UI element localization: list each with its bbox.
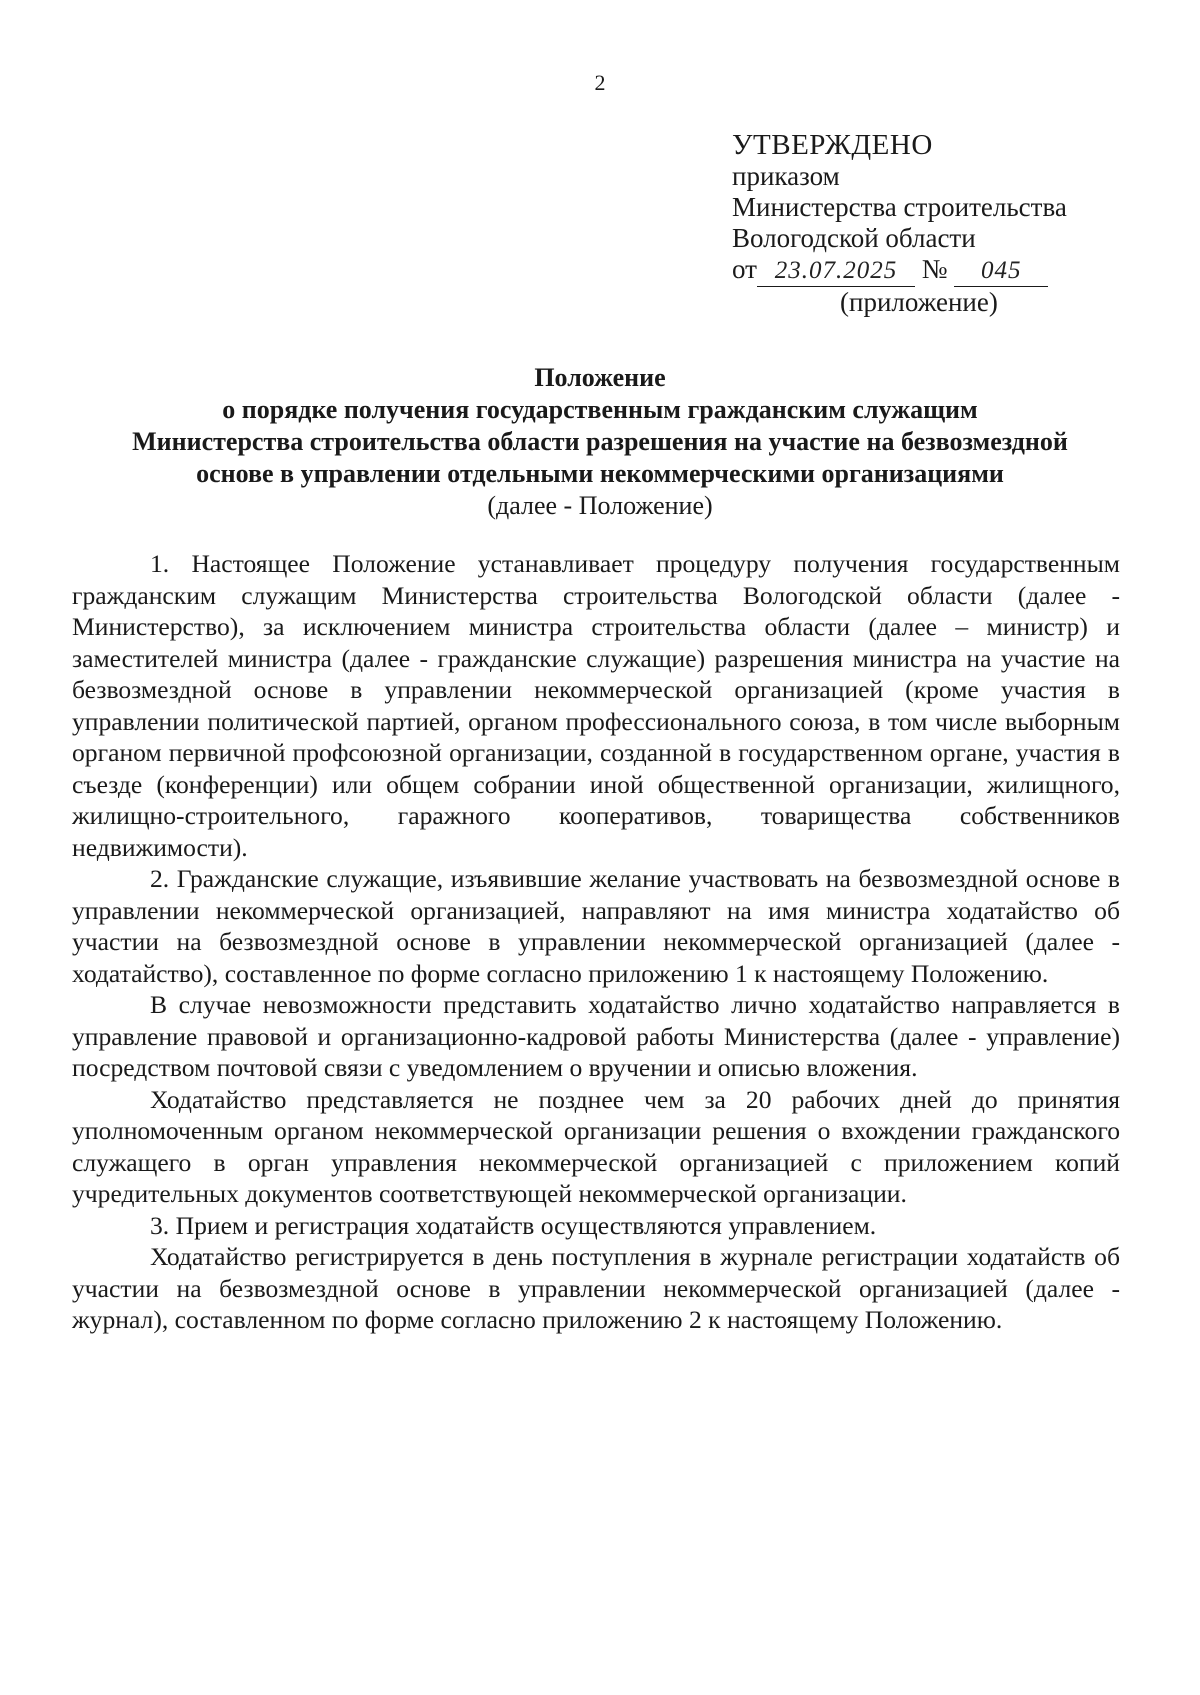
handwritten-number: 045 [954,255,1048,287]
title-subtitle: (далее - Положение) [487,491,713,520]
approval-block [732,130,1067,318]
title-line-1: Положение [534,363,666,392]
paragraph-2: 2. Гражданские служащие, изъявившие желание участвовать на безвозмездной основе в управлении некоммерческой организацией, направляют на имя министра ходатайство об участии на безвозмездной основе в управлении некоммерческой организацией (далее - ходатайство), составленное по форме согласно приложению 1 к настоящему Положению. [72,864,1120,988]
approval-heading: УТВЕРЖДЕНО [732,129,933,161]
number-label: № [921,254,948,284]
approval-date-line [732,254,1067,287]
page-number: 2 [594,70,606,95]
paragraph-6: Ходатайство регистрируется в день поступления в журнале регистрации ходатайств об участии на безвозмездной основе в управлении некоммерческой организацией (далее - журнал), составленном по форме согласно приложению 2 к настоящему Положению. [72,1242,1120,1334]
handwritten-date: 23.07.2025 [757,255,915,287]
paragraph-4: Ходатайство представляется не позднее чем за 20 рабочих дней до принятия уполномоченным органом некоммерческой организации решения о вхождении гражданского служащего в орган управления некоммерческой организацией с приложением копий учредительных документов соответствующей некоммерческой организации. [72,1084,1120,1208]
title-line-3: Министерства строительства области разрешения на участие на безвозмездной [132,427,1068,456]
from-label: от [732,254,757,284]
annex-note: (приложение) [840,287,998,317]
approval-line-ministry: Министерства строительства [732,192,1067,222]
document-body [72,548,1120,1336]
paragraph-5: 3. Прием и регистрация ходатайств осуществляются управлением. [150,1210,877,1240]
paragraph-1: 1. Настоящее Положение устанавливает процедуру получения государственным гражданским служащим Министерства строительства Вологодской области (далее - Министерство), за исключением министра строительства области (далее – министр) и заместителей министра (далее - гражданские служащие) разрешения министра на участие на безвозмездной основе в управлении некоммерческой организацией (кроме участия в управлении политической партией, органом профессионального союза, в том числе выборным органом первичной профсоюзной организации, созданной в государственном органе, участия в съезде (конференции) или общем собрании иной общественной организации, жилищного, жилищно-строительного, гаражного кооперативов, товарищества собственников недвижимости). [72,549,1120,862]
document-title [70,362,1130,522]
title-line-4: основе в управлении отдельными некоммерческими организациями [196,459,1004,488]
approval-line-order: приказом [732,161,840,191]
title-line-2: о порядке получения государственным гражданским служащим [222,395,978,424]
approval-line-region: Вологодской области [732,223,976,253]
paragraph-3: В случае невозможности представить ходатайство лично ходатайство направляется в управление правовой и организационно-кадровой работы Министерства (далее - управление) посредством почтовой связи с уведомлением о вручении и описью вложения. [72,990,1120,1082]
